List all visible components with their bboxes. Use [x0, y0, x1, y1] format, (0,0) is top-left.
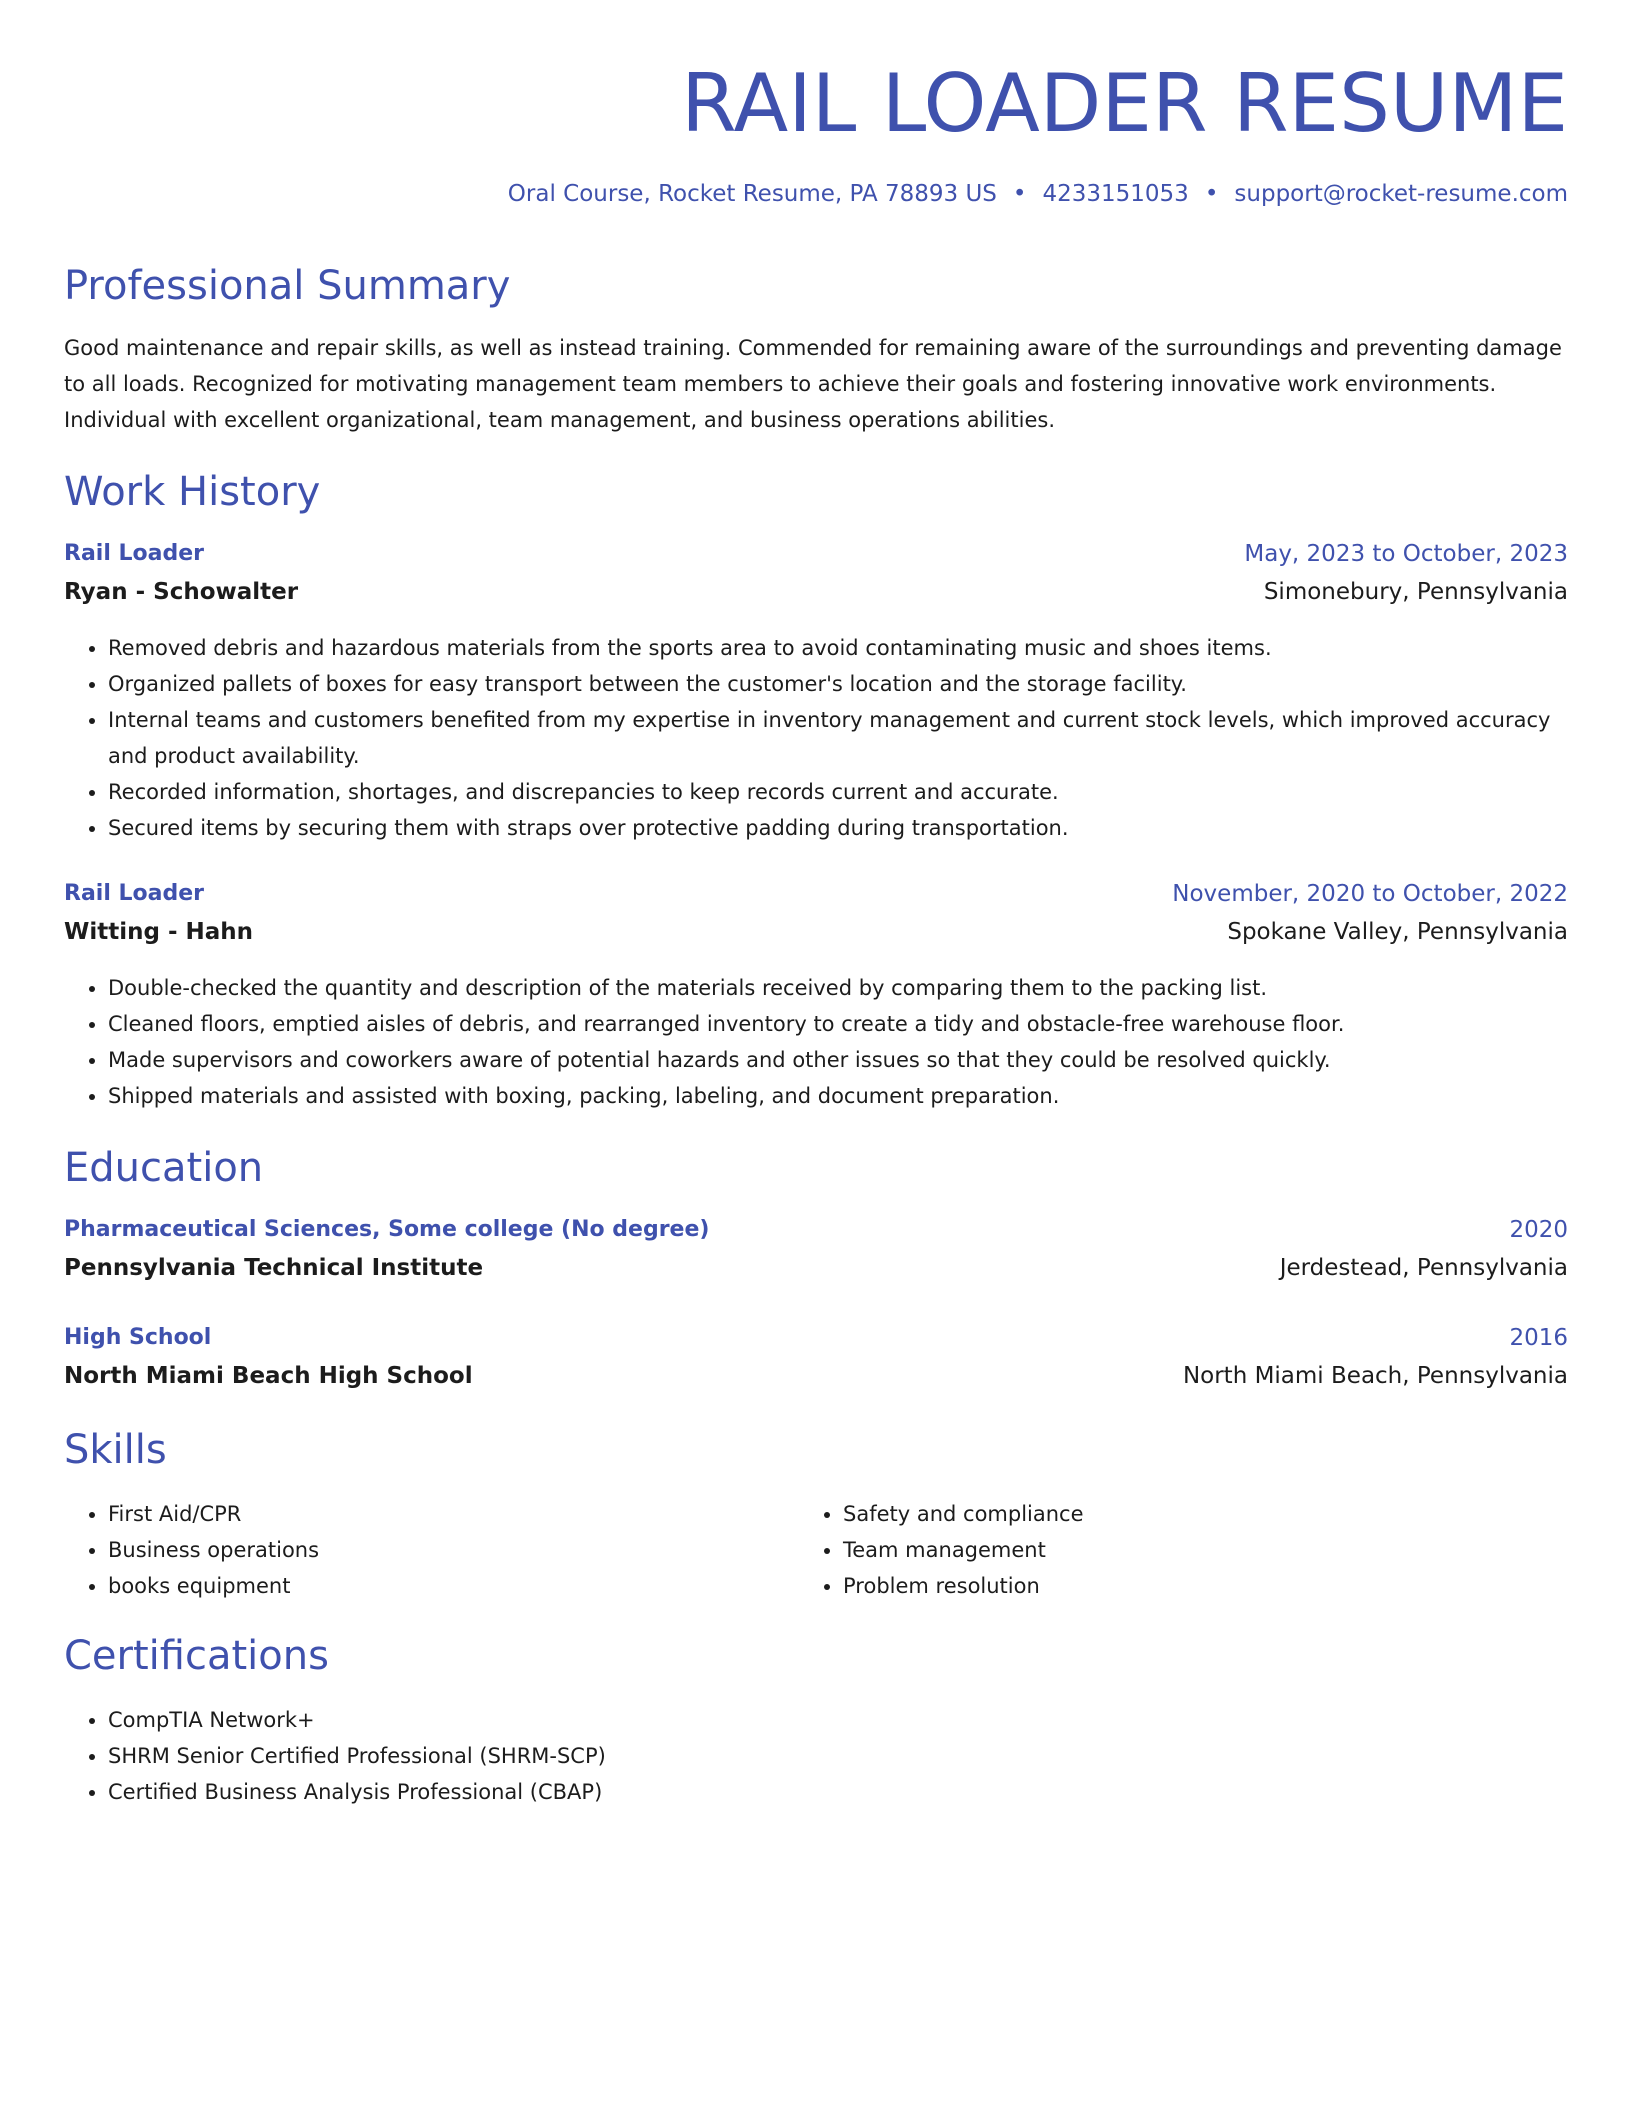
summary-text: Good maintenance and repair skills, as well as instead training. Commended for remaining aware of the surroundings and preventing damage to all loads. Recognized for motivating management team members to achieve their goals and fostering innovative work environments. Individual with excellent organizational, team management, and business operations abilities. — [64, 336, 1562, 432]
education-school: Pennsylvania Technical Institute — [64, 1255, 484, 1281]
job-location: Spokane Valley, Pennsylvania — [1227, 919, 1568, 945]
contact-line — [508, 178, 1568, 210]
job-role: Rail Loader — [64, 541, 205, 566]
education-year: 2016 — [1509, 1325, 1568, 1351]
skill-item: • Problem resolution — [843, 1568, 1533, 1604]
education-header-row — [64, 1322, 1568, 1354]
job-location: Simonebury, Pennsylvania — [1263, 579, 1568, 605]
skill-item: • books equipment — [108, 1568, 798, 1604]
section-title-work: Work History — [64, 469, 321, 515]
skills-list-right — [799, 1496, 1533, 1604]
section-title-skills: Skills — [64, 1427, 167, 1473]
job-company-row — [64, 576, 1568, 608]
contact-separator: • — [1204, 181, 1219, 207]
education-header-row — [64, 1214, 1568, 1246]
education-degree: Pharmaceutical Sciences, Some college (No degree) — [64, 1217, 710, 1242]
list-item: • Recorded information, shortages, and discrepancies to keep records current and accurate. — [108, 774, 1568, 810]
skill-item: • Safety and compliance — [843, 1496, 1533, 1532]
section-title-education: Education — [64, 1145, 264, 1191]
contact-email: support@rocket-resume.com — [1234, 181, 1568, 207]
job-header-row — [64, 878, 1568, 910]
list-item: • Secured items by securing them with straps over protective padding during transportation. — [108, 810, 1568, 846]
job-bullets — [64, 970, 1568, 1114]
skills-list-left — [64, 1496, 798, 1604]
list-item: • Removed debris and hazardous materials from the sports area to avoid contaminating music and shoes items. — [108, 630, 1568, 666]
education-school-row — [64, 1252, 1568, 1284]
skill-item: • Team management — [843, 1532, 1533, 1568]
list-item: • Internal teams and customers benefited from my expertise in inventory management and current stock levels, which improved accuracy and product availability. — [108, 702, 1568, 774]
list-item: • Organized pallets of boxes for easy transport between the customer's location and the storage facility. — [108, 666, 1568, 702]
job-role: Rail Loader — [64, 881, 205, 906]
certifications-list — [64, 1702, 1568, 1810]
job-company: Witting - Hahn — [64, 919, 254, 945]
skill-item: • First Aid/CPR — [108, 1496, 798, 1532]
certification-item: • CompTIA Network+ — [108, 1702, 1568, 1738]
contact-phone: 4233151053 — [1042, 181, 1189, 207]
job-dates: November, 2020 to October, 2022 — [1172, 881, 1568, 907]
contact-address: Oral Course, Rocket Resume, PA 78893 US — [507, 181, 997, 207]
education-degree: High School — [64, 1325, 212, 1350]
list-item: • Shipped materials and assisted with boxing, packing, labeling, and document preparation. — [108, 1078, 1568, 1114]
section-title-summary: Professional Summary — [64, 263, 511, 309]
education-location: North Miami Beach, Pennsylvania — [1182, 1363, 1568, 1389]
job-header-row — [64, 538, 1568, 570]
education-school-row — [64, 1360, 1568, 1392]
job-dates: May, 2023 to October, 2023 — [1244, 541, 1568, 567]
education-school: North Miami Beach High School — [64, 1363, 473, 1389]
job-bullets — [64, 630, 1568, 846]
certification-item: • SHRM Senior Certified Professional (SHRM-SCP) — [108, 1738, 1568, 1774]
list-item: • Made supervisors and coworkers aware of potential hazards and other issues so that they could be resolved quickly. — [108, 1042, 1568, 1078]
list-item: • Cleaned floors, emptied aisles of debris, and rearranged inventory to create a tidy and obstacle-free warehouse floor. — [108, 1006, 1568, 1042]
resume-title: RAIL LOADER RESUME — [681, 57, 1568, 150]
contact-separator: • — [1012, 181, 1027, 207]
certification-item: • Certified Business Analysis Professional (CBAP) — [108, 1774, 1568, 1810]
skill-item: • Business operations — [108, 1532, 798, 1568]
education-year: 2020 — [1509, 1217, 1568, 1243]
job-company-row — [64, 916, 1568, 948]
list-item: • Double-checked the quantity and description of the materials received by comparing them to the packing list. — [108, 970, 1568, 1006]
job-company: Ryan - Schowalter — [64, 579, 299, 605]
education-location: Jerdestead, Pennsylvania — [1279, 1255, 1568, 1281]
section-title-certifications: Certifications — [64, 1633, 329, 1679]
